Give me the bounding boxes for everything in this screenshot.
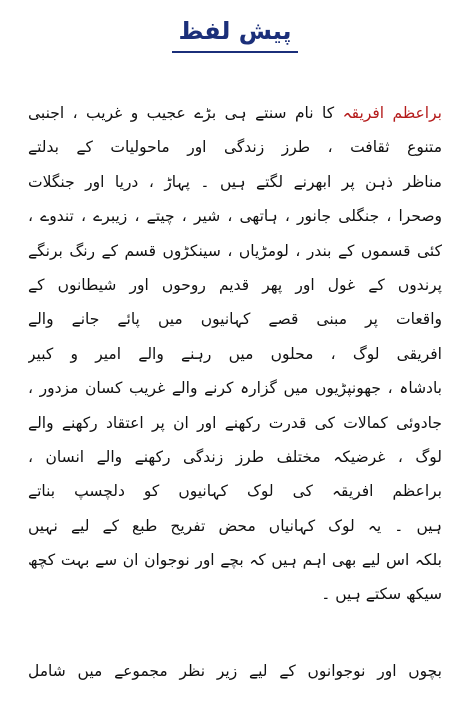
paragraph-line: واقعات پر مبنی قصے کہانیوں میں پائے جانے والے xyxy=(28,310,442,329)
paragraph-line: متنوع ثقافت ، طرز زندگی اور ماحولیات کے بدلتے xyxy=(28,138,442,157)
preface-paragraph xyxy=(28,96,442,612)
page-title: پیش لفظ xyxy=(172,14,297,53)
paragraph-line: براعظم افریقہ کی لوک کہانیوں کو دلچسپ بناتے xyxy=(28,482,442,501)
title-block xyxy=(0,14,470,53)
paragraph-line: وصحرا ، جنگلی جانور ، ہاتھی ، شیر ، چیتے ، زیبرے ، تندوے ، xyxy=(28,207,442,226)
closing-line: بچوں اور نوجوانوں کے لیے زیر نظر مجموعے میں شامل xyxy=(28,662,442,680)
first-line-text: کا نام سنتے ہی بڑے عجیب و غریب ، اجنبی xyxy=(28,104,335,122)
paragraph-line-last: سیکھ سکتے ہیں ۔ xyxy=(321,585,442,604)
paragraph-line: بادشاہ ، جھونپڑیوں میں گزارہ کرنے والے غریب کسان مزدور ، xyxy=(28,379,442,398)
paragraph-line: پرندوں کے غول اور پھر قدیم روحوں اور شیطانوں کے xyxy=(28,275,442,294)
paragraph-line: جادوئی کمالات کی قدرت رکھنے اور ان پر اعتقاد رکھنے والے xyxy=(28,413,442,432)
paragraph-line-1 xyxy=(28,96,442,130)
highlighted-phrase: براعظم افریقہ xyxy=(342,104,442,122)
paragraph-line: مناظر ذہن پر ابھرنے لگتے ہیں ۔ پہاڑ ، دریا اور جنگلات xyxy=(28,172,442,191)
paragraph-line: ہیں ۔ یہ لوک کہانیاں محض تفریح طبع کے لیے نہیں xyxy=(28,516,442,535)
paragraph-line: بلکہ اس لیے بھی اہم ہیں کہ بچے اور نوجوان ان سے بہت کچھ xyxy=(28,551,442,570)
paragraph-line: کئی قسموں کے بندر ، لومڑیاں ، سینکڑوں قسم کے رنگ برنگے xyxy=(28,241,442,260)
paragraph-line: لوگ ، غرضیکہ مختلف طرز زندگی رکھنے والے انسان ، xyxy=(28,447,442,466)
paragraph-line: افریقی لوگ ، محلوں میں رہنے والے امیر و کبیر xyxy=(28,344,442,363)
